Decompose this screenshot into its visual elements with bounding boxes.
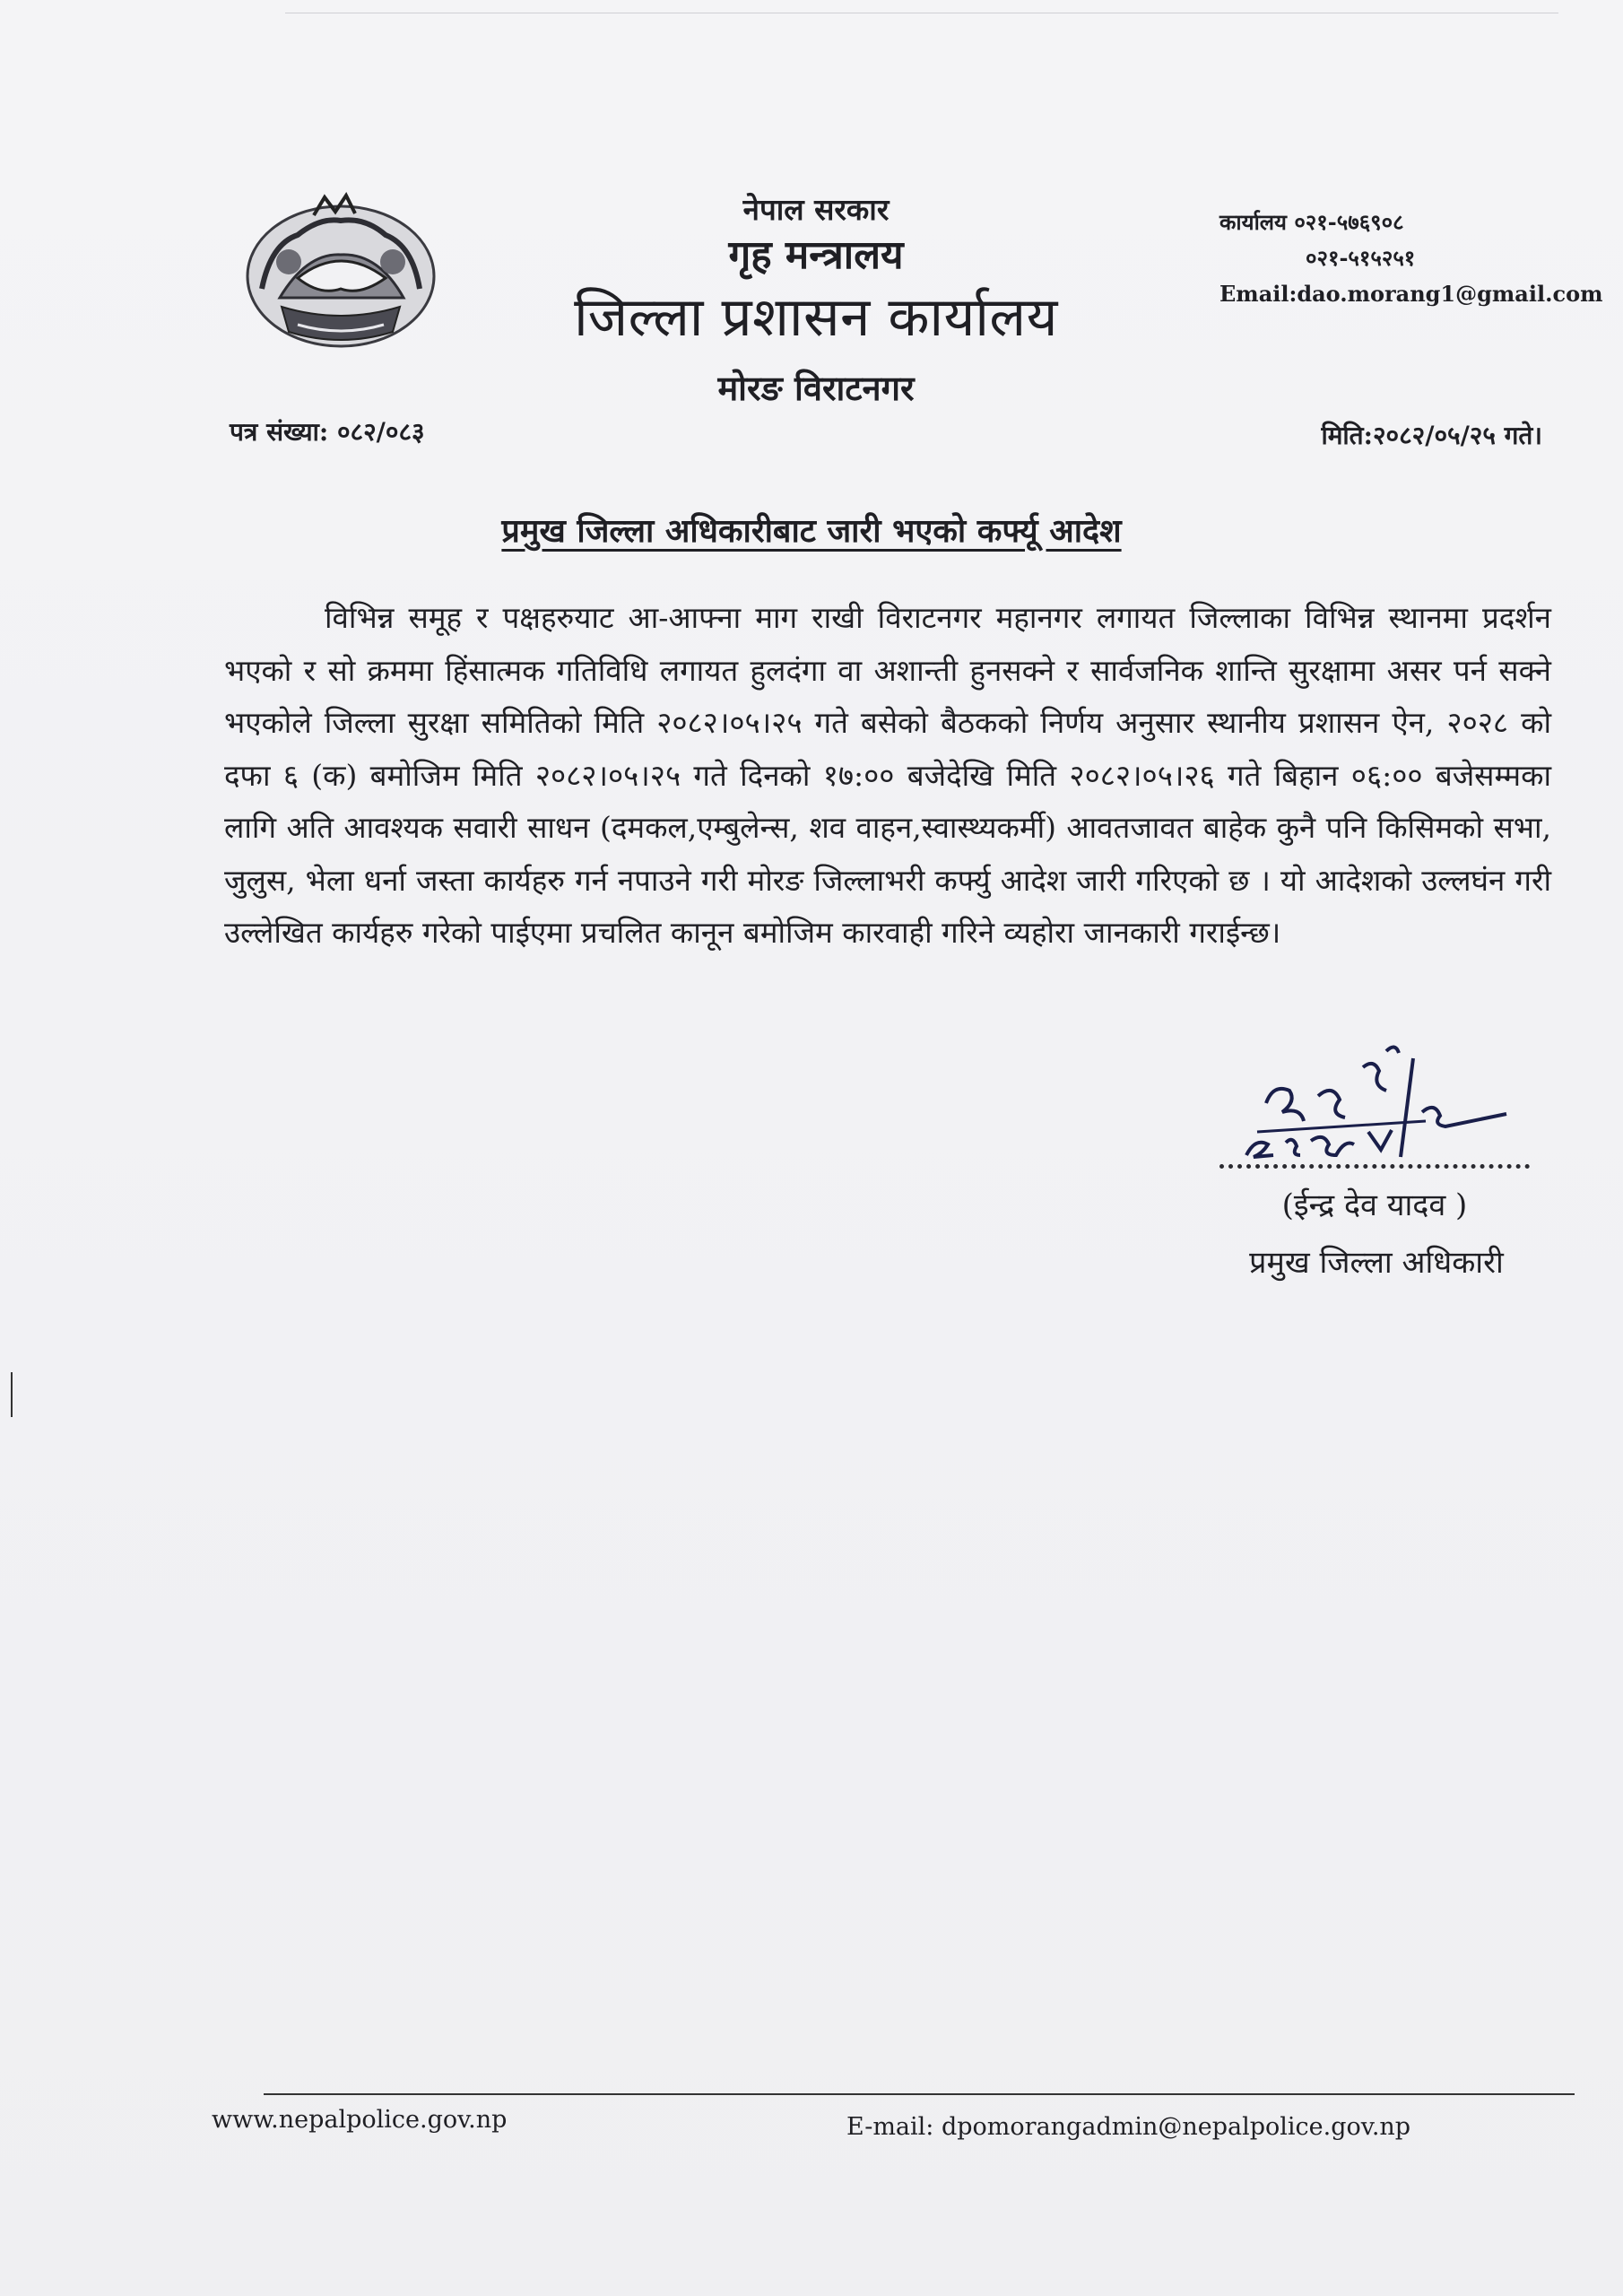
letter-number: पत्र संख्या: ०८२/०८३ xyxy=(230,417,425,447)
footer-email: E-mail: dpomorangadmin@nepalpolice.gov.np xyxy=(846,2113,1411,2141)
office-location: मोरङ विराटनगर xyxy=(717,368,915,408)
letter-subject xyxy=(0,508,1623,552)
office-phone-2: ०२१-५१५२५१ xyxy=(1306,245,1416,271)
footer-website: www.nepalpolice.gov.np xyxy=(212,2106,508,2134)
subject-text: प्रमुख जिल्ला अधिकारीबाट जारी भएको कर्फ्यू आदेश xyxy=(501,512,1122,550)
scan-margin-mark xyxy=(11,1372,13,1417)
ministry-name: गृह मन्त्रालय xyxy=(728,232,904,278)
office-name: जिल्ला प्रशासन कार्यालय xyxy=(574,286,1058,349)
signatory-title: प्रमुख जिल्ला अधिकारी xyxy=(1249,1245,1504,1281)
handwritten-signature xyxy=(1211,1031,1533,1166)
office-phone-1: कार्यालय ०२१-५७६९०८ xyxy=(1219,209,1404,235)
signature-line xyxy=(1219,1164,1530,1169)
letter-date: मिति:२०८२/०५/२५ गते। xyxy=(1321,421,1542,450)
contact-block xyxy=(1219,204,1603,312)
signatory-name: (ईन्द्र देव यादव ) xyxy=(1281,1187,1468,1223)
letter-body: विभिन्न समूह र पक्षहरुयाट आ-आफ्ना माग राखी विराटनगर महानगर लगायत जिल्लाका विभिन्न स्थानमा प्रदर्शन भएको र सो क्रममा हिंसात्मक गतिविधि लगायत हुलदंगा वा अशान्ती हुनसक्ने र सार्वजनिक शान्ति सुरक्षामा असर पर्न सक्ने भएकोले जिल्ला सुरक्षा समितिको मिति २०८२।०५।२५ गते बसेको बैठकको निर्णय अनुसार स्थानीय प्रशासन ऐन, २०२८ को दफा ६ (क) बमोजिम मिति २०८२।०५।२५ गते दिनको १७:०० बजेदेखि मिति २०८२।०५।२६ गते बिहान ०६:०० बजेसम्मका लागि अति आवश्यक सवारी साधन (दमकल,एम्बुलेन्स, शव वाहन,स्वास्थ्यकर्मी) आवतजावत बाहेक कुनै पनि किसिमको सभा, जुलुस, भेला धर्ना जस्ता कार्यहरु गर्न नपाउने गरी मोरङ जिल्लाभरी कर्फ्यु आदेश जारी गरिएको छ । यो आदेशको उल्लघंन गरी उल्लेखित कार्यहरु गरेको पाईएमा प्रचलित कानून बमोजिम कारवाही गरिने व्यहोरा जानकारी गराईन्छ। xyxy=(224,600,1551,950)
footer-divider xyxy=(264,2093,1575,2095)
government-name: नेपाल सरकार xyxy=(742,192,890,227)
office-header xyxy=(502,190,1130,411)
nepal-emblem-icon xyxy=(235,190,447,353)
office-email: Email:dao.morang1@gmail.com xyxy=(1219,281,1603,307)
